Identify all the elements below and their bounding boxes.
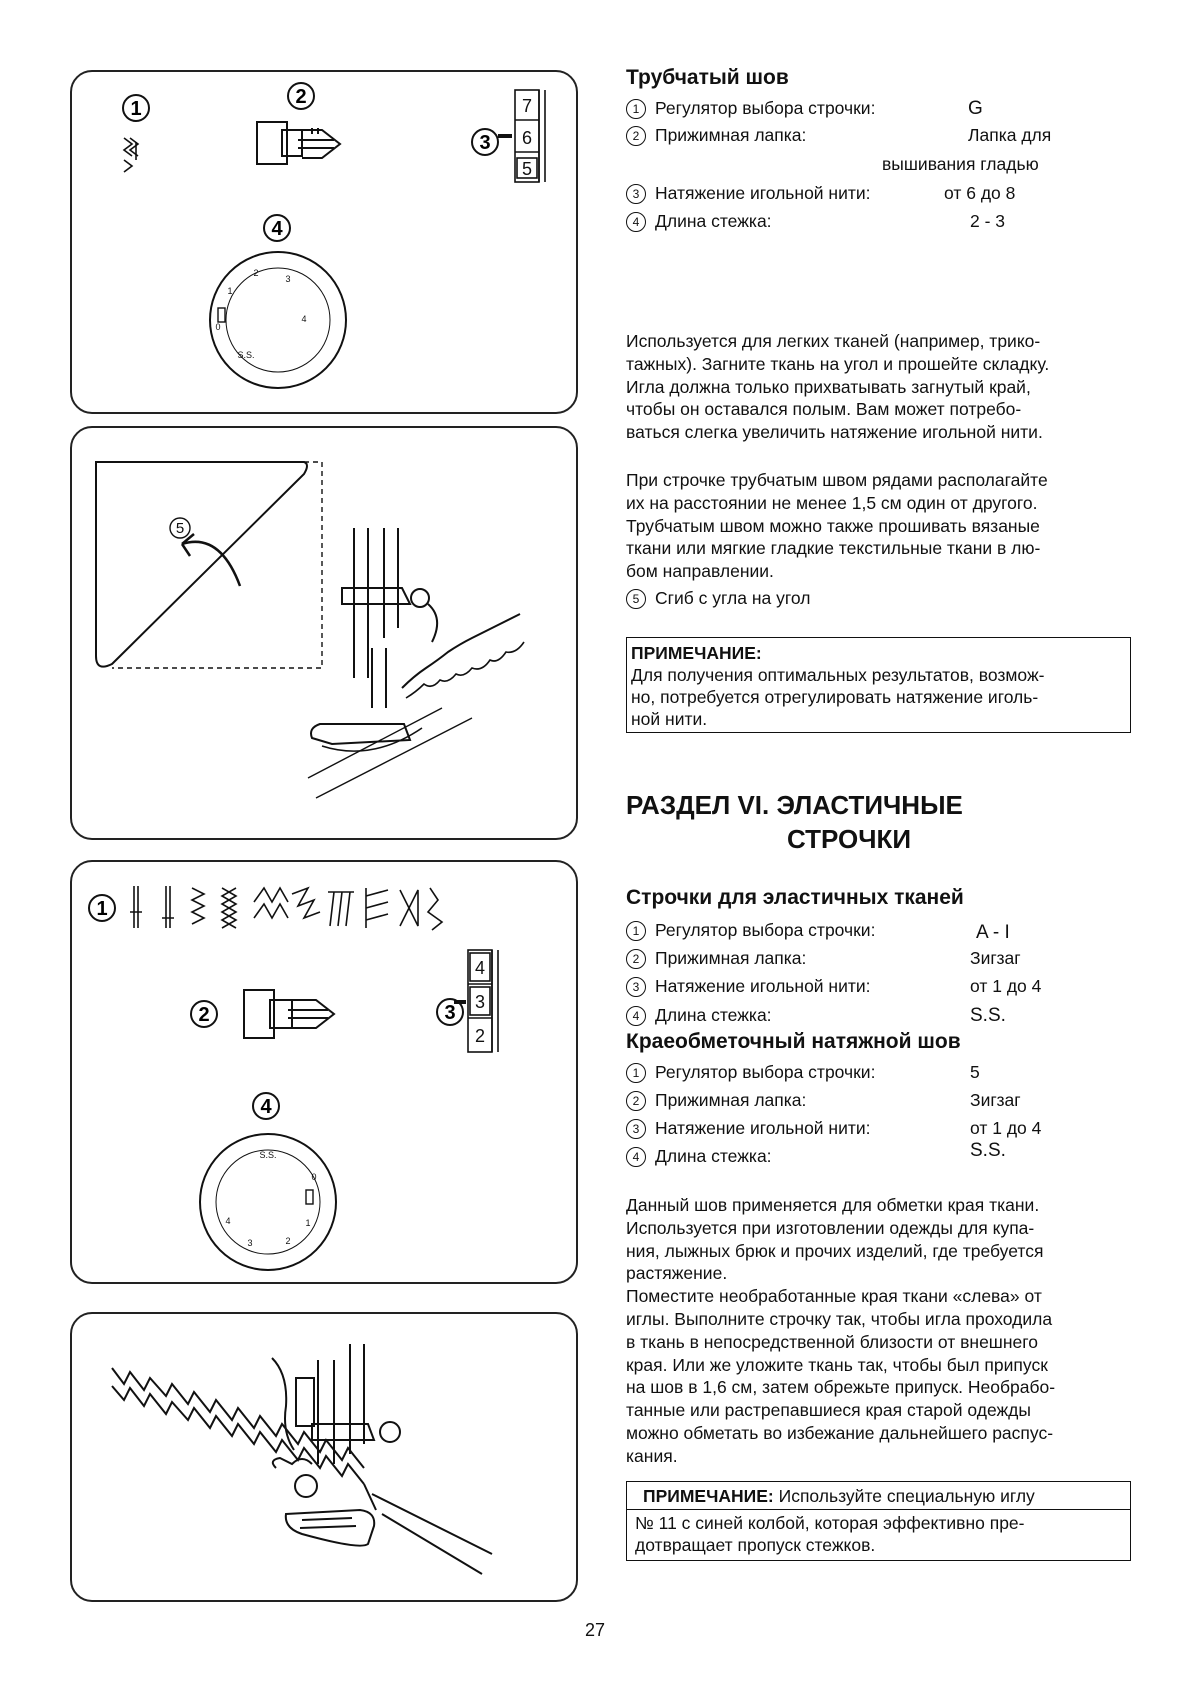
setting-label: Натяжение игольной нити: bbox=[655, 1118, 871, 1138]
figure-tubular-settings bbox=[72, 72, 576, 412]
figure-overedge-sewing bbox=[72, 1314, 576, 1600]
item-number: 3 bbox=[626, 184, 646, 204]
text-line: № 11 с синей колбой, которая эффективно пре- bbox=[635, 1513, 1025, 1533]
text-line: их на расстоянии не менее 1,5 см один от другого. bbox=[626, 492, 1038, 513]
setting-row bbox=[626, 98, 875, 119]
setting-row bbox=[626, 125, 806, 146]
paragraph-tubular-usage bbox=[626, 330, 1131, 444]
setting-label: Регулятор выбора строчки: bbox=[655, 98, 876, 118]
dial3-mark-0: 0 bbox=[311, 1172, 317, 1182]
item-number: 4 bbox=[626, 1147, 646, 1167]
text-line: Игла должна только прихватывать загнутый край, bbox=[626, 376, 1031, 397]
note-first-line: Используйте специальную иглу bbox=[778, 1486, 1035, 1506]
stretch-stitch-patterns-icon bbox=[130, 886, 442, 930]
setting-row bbox=[626, 1005, 772, 1026]
text-line: чтобы он оставался полым. Вам может потребо- bbox=[626, 399, 1022, 420]
text-line: на шов в 1,6 см, затем обрежьте припуск. Необрабо- bbox=[626, 1377, 1056, 1398]
setting-value: 2 - 3 bbox=[970, 211, 1006, 231]
item-number: 1 bbox=[626, 99, 646, 119]
text-line: ной нити. bbox=[631, 709, 708, 729]
setting-row bbox=[626, 948, 806, 969]
fig3-label-2: 2 bbox=[198, 1004, 210, 1026]
fig1-label-2: 2 bbox=[295, 86, 307, 108]
dial1-mark-ss: S.S. bbox=[237, 350, 255, 360]
tension-value-5: 5 bbox=[521, 159, 533, 179]
text-line: Используется для легких тканей (например, трико- bbox=[626, 331, 1041, 351]
setting-value: Зигзаг bbox=[970, 1090, 1021, 1110]
note-heading: ПРИМЕЧАНИЕ: bbox=[631, 643, 762, 663]
text-line: тажных). Загните ткань на угол и прошейте складку. bbox=[626, 353, 1050, 374]
setting-row bbox=[626, 211, 772, 232]
setting-label: Натяжение игольной нити: bbox=[655, 976, 871, 996]
fig1-label-3: 3 bbox=[479, 132, 491, 154]
heading-stretch-stitches: Строчки для эластичных тканей bbox=[626, 886, 964, 909]
tension-value-4: 4 bbox=[474, 958, 486, 978]
item-number: 1 bbox=[626, 921, 646, 941]
dial1-mark-0: 0 bbox=[215, 322, 221, 332]
dial3-mark-2: 2 bbox=[285, 1236, 291, 1246]
setting-value: 5 bbox=[970, 1062, 980, 1082]
fold-label-5: 5 bbox=[175, 520, 185, 537]
setting-value: от 1 до 4 bbox=[970, 1118, 1042, 1138]
heading-overedge-stretch: Краеобметочный натяжной шов bbox=[626, 1030, 961, 1053]
text-line: кания. bbox=[626, 1445, 678, 1466]
text-line: края. Или же уложите ткань так, чтобы был припуск bbox=[626, 1354, 1048, 1375]
figure-panel-overedge-sewing bbox=[70, 1312, 578, 1602]
section-title-line-2: СТРОЧКИ bbox=[787, 824, 912, 854]
setting-label: Прижимная лапка: bbox=[655, 948, 807, 968]
setting-label: Длина стежка: bbox=[655, 211, 772, 231]
text-line: Трубчатым швом можно также прошивать вязаные bbox=[626, 515, 1040, 536]
tension-value-6: 6 bbox=[521, 128, 533, 148]
item-number: 2 bbox=[626, 1091, 646, 1111]
fig3-label-1: 1 bbox=[96, 898, 108, 920]
setting-value: Лапка для bbox=[968, 125, 1052, 145]
stitch-length-dial-icon bbox=[210, 252, 346, 388]
setting-label: Натяжение игольной нити: bbox=[655, 183, 871, 203]
text-line: в ткань в непосредственной близости от внешнего bbox=[626, 1331, 1038, 1352]
setting-value: Зигзаг bbox=[970, 948, 1021, 968]
fold-legend-text: Сгиб с угла на угол bbox=[655, 588, 811, 608]
text-line: ткани или мягкие гладкие текстильные ткани в лю- bbox=[626, 538, 1041, 559]
tension-value-3: 3 bbox=[474, 992, 486, 1012]
text-line: ваться слегка увеличить натяжение игольной нити. bbox=[626, 422, 1043, 443]
presser-foot-icon bbox=[257, 122, 340, 164]
dial3-mark-3: 3 bbox=[247, 1238, 253, 1248]
setting-label: Прижимная лапка: bbox=[655, 1090, 807, 1110]
tubular-stitch-pattern-icon bbox=[124, 138, 138, 172]
setting-row bbox=[626, 1146, 772, 1167]
text-line: можно обметать во избежание дальнейшего распус- bbox=[626, 1422, 1054, 1443]
item-number: 3 bbox=[626, 977, 646, 997]
note-box-tension bbox=[626, 637, 1131, 733]
fig3-label-4: 4 bbox=[260, 1096, 272, 1118]
setting-row bbox=[626, 976, 871, 997]
figure-panel-tubular-settings bbox=[70, 70, 578, 414]
text-line: иглы. Выполните строчку так, чтобы игла проходила bbox=[626, 1308, 1053, 1329]
item-number: 1 bbox=[626, 1063, 646, 1083]
text-line: бом направлении. bbox=[626, 561, 774, 582]
setting-label: Прижимная лапка: bbox=[655, 125, 807, 145]
text-line: При строчке трубчатым швом рядами располагайте bbox=[626, 470, 1048, 490]
fig1-label-1: 1 bbox=[130, 98, 142, 120]
item-number: 4 bbox=[626, 212, 646, 232]
item-number: 2 bbox=[626, 949, 646, 969]
setting-value: от 1 до 4 bbox=[970, 976, 1042, 996]
setting-value: S.S. bbox=[970, 1005, 1006, 1026]
dial3-mark-ss: S.S. bbox=[259, 1150, 277, 1160]
figure-tubular-sewing bbox=[72, 428, 576, 838]
setting-row bbox=[626, 920, 875, 941]
heading-tubular-seam: Трубчатый шов bbox=[626, 66, 789, 89]
fig3-label-3: 3 bbox=[444, 1002, 456, 1024]
item-number: 2 bbox=[626, 126, 646, 146]
note-heading: ПРИМЕЧАНИЕ: bbox=[643, 1486, 774, 1506]
note-box-needle bbox=[626, 1481, 1131, 1561]
setting-label: Регулятор выбора строчки: bbox=[655, 920, 876, 940]
setting-row bbox=[626, 1090, 806, 1111]
text-line: растяжение. bbox=[626, 1263, 728, 1284]
text-line: ния, лыжных брюк и прочих изделий, где требуется bbox=[626, 1240, 1044, 1261]
setting-row bbox=[626, 1118, 871, 1139]
text-line: Для получения оптимальных результатов, возмож- bbox=[631, 665, 1045, 685]
setting-value: S.S. bbox=[970, 1140, 1006, 1161]
fig1-label-4: 4 bbox=[271, 218, 283, 240]
figure-stretch-settings bbox=[72, 862, 576, 1282]
setting-row bbox=[626, 183, 871, 204]
tension-value-7: 7 bbox=[521, 96, 533, 116]
setting-value-continued: вышивания гладью bbox=[882, 154, 1039, 174]
item-number: 4 bbox=[626, 1006, 646, 1026]
figure-panel-tubular-sewing bbox=[70, 426, 578, 840]
dial1-mark-1: 1 bbox=[227, 286, 233, 296]
text-line: Используется при изготовлении одежды для купа- bbox=[626, 1217, 1035, 1238]
item-number: 3 bbox=[626, 1119, 646, 1139]
text-line: танные или растрепавшиеся края старой одежды bbox=[626, 1400, 1031, 1421]
section-title-line-1: РАЗДЕЛ VI. ЭЛАСТИЧНЫЕ bbox=[626, 790, 963, 820]
dial3-mark-1: 1 bbox=[305, 1218, 311, 1228]
setting-value: G bbox=[968, 98, 983, 119]
setting-label: Длина стежка: bbox=[655, 1005, 772, 1025]
tension-value-2: 2 bbox=[474, 1026, 486, 1046]
dial1-mark-4: 4 bbox=[301, 314, 307, 324]
fold-legend bbox=[626, 588, 810, 609]
dial1-mark-2: 2 bbox=[253, 268, 259, 278]
setting-row bbox=[626, 1062, 875, 1083]
dial3-mark-4: 4 bbox=[225, 1216, 231, 1226]
setting-value: от 6 до 8 bbox=[944, 183, 1016, 203]
paragraph-tubular-rows bbox=[626, 469, 1131, 583]
setting-label: Длина стежка: bbox=[655, 1146, 772, 1166]
zigzag-presser-foot-icon bbox=[244, 990, 334, 1038]
text-line: Данный шов применяется для обметки края ткани. bbox=[626, 1195, 1040, 1215]
text-line: дотвращает пропуск стежков. bbox=[635, 1535, 876, 1555]
setting-label: Регулятор выбора строчки: bbox=[655, 1062, 876, 1082]
dial1-mark-3: 3 bbox=[285, 274, 291, 284]
item-number: 5 bbox=[626, 589, 646, 609]
paragraph-overedge-usage bbox=[626, 1194, 1131, 1468]
setting-value: A - I bbox=[976, 922, 1010, 943]
page-number: 27 bbox=[584, 1620, 606, 1640]
text-line: Поместите необработанные края ткани «слева» от bbox=[626, 1286, 1042, 1307]
text-line: но, потребуется отрегулировать натяжение иголь- bbox=[631, 687, 1039, 707]
figure-panel-stretch-settings bbox=[70, 860, 578, 1284]
